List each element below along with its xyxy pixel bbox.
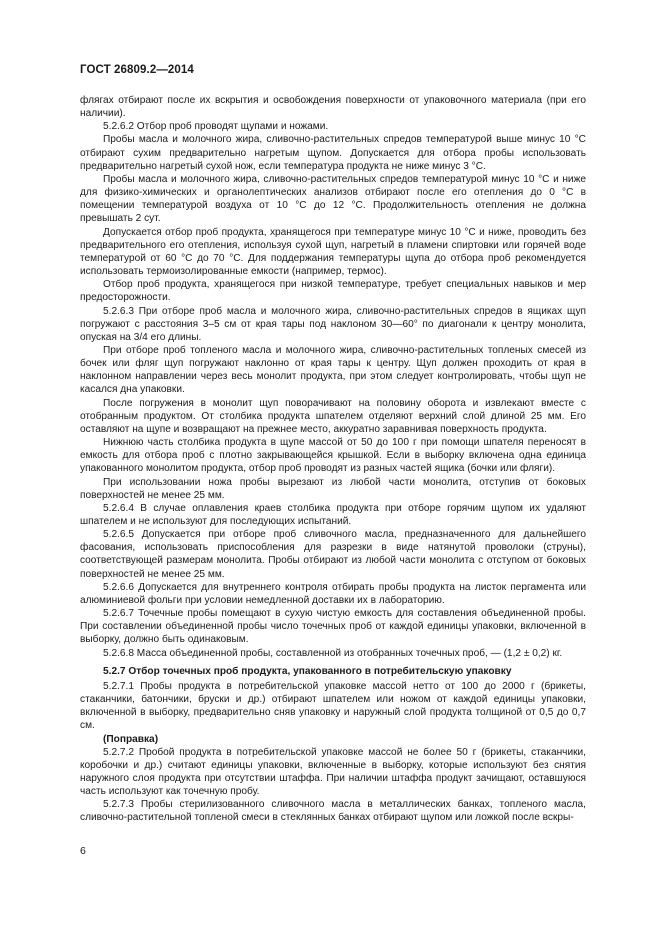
paragraph: После погружения в монолит щуп поворачивают на половину оборота и извлекают вместе с отобранным продуктом. От столбика продукта шпателем отделяют верхний слой длиной 25 мм. Его оставляют на щупе и возвращают на прежнее место, аккуратно заравнивая поверхность продукта. <box>80 397 586 435</box>
section-heading: 5.2.7 Отбор точечных проб продукта, упакованного в потребительскую упаковку <box>103 665 512 677</box>
paragraph: 5.2.6.5 Допускается при отборе проб сливочного масла, предназначенного для дальнейшего фасования, использовать приспособления для разрезки в виде натянутой проволоки (струны), соответствующей размерам монолита. Пробы отбирают из любой части монолита с отступом от боковых поверхностей не менее 25 мм. <box>80 529 586 580</box>
amendment-note: (Поправка) <box>103 733 159 745</box>
document-body <box>80 94 586 825</box>
document-header: ГОСТ 26809.2—2014 <box>80 64 194 76</box>
paragraph: Отбор проб продукта, хранящегося при низкой температуре, требует специальных навыков и мер предосторожности. <box>80 279 586 304</box>
paragraph: 5.2.6.2 Отбор проб проводят щупами и ножами. <box>103 121 329 133</box>
paragraph: 5.2.6.7 Точечные пробы помещают в сухую чистую емкость для составления объединенной пробы. При составлении объединенной пробы число точечных проб от каждой единицы упаковки, включенной в выборку, должно быть одинаковым. <box>80 608 586 646</box>
paragraph: 5.2.7.2 Пробой продукта в потребительской упаковке массой не более 50 г (брикеты, стаканчики, коробочки и др.) считают единицы упаковки, включенные в выборку, которые используют без снятия наружного слоя продукта при отсутствии штаффа. При наличии штаффа продукт зачищают, оставшуюся часть используют как точечную пробу. <box>80 746 586 798</box>
page-number: 6 <box>80 845 86 857</box>
paragraph: Пробы масла и молочного жира, сливочно-растительных спредов температурой выше минус 10 °С отбирают сухим предварительно нагретым щупом. Допускается для отбора пробы использовать предварительно нагретый сухой нож, если температура продукта не ниже минус 3 °С. <box>80 134 586 172</box>
paragraph: Допускается отбор проб продукта, хранящегося при температуре минус 10 °С и ниже, проводить без предварительного его отепления, используя сухой щуп, нагретый в пламени спиртовки или горячей воде температурой от 60 °С до 70 °С. Для поддержания температуры щупа до отбора проб рекомендуется использовать термоизолированные емкости (например, термос). <box>80 226 586 278</box>
paragraph: При отборе проб топленого масла и молочного жира, сливочно-растительных топленых смесей из бочек или фляг щуп погружают наклонно от края тары к центру. Щуп должен проходить от края в наклонном направлении через весь монолит продукта, при этом следует контролировать, чтобы щуп не касался дна упаковки. <box>80 344 586 396</box>
paragraph: 5.2.6.6 Допускается для внутреннего контроля отбирать пробы продукта на листок пергамента или алюминиевой фольги при условии немедленной доставки их в лабораторию. <box>80 581 586 606</box>
paragraph: Нижнюю часть столбика продукта в щупе массой от 50 до 100 г при помощи шпателя переносят в емкость для отбора проб с плотно закрывающейся крышкой. Если в выборку включена одна единица упакованного монолитом продукта, отбор проб проводят из разных частей ящика (бочки или фляги). <box>80 437 586 475</box>
paragraph: При использовании ножа пробы вырезают из любой части монолита, отступив от боковых поверхностей не менее 25 мм. <box>80 476 586 501</box>
paragraph: флягах отбирают после их вскрытия и освобождения поверхности от упаковочного материала (при его наличии). <box>80 95 586 120</box>
paragraph: 5.2.7.3 Пробы стерилизованного сливочного масла в металлических банках, топленого масла, сливочно-растительной топленой смеси в стеклянных банках отбирают щупом или ложкой после вскры- <box>80 799 586 824</box>
paragraph: 5.2.6.3 При отборе проб масла и молочного жира, сливочно-растительных спредов в ящиках щуп погружают с расстояния 3–5 см от края тары под наклоном 30—60° по диагонали к центру монолита, опуская на 3/4 его длины. <box>80 305 586 343</box>
paragraph: 5.2.7.1 Пробы продукта в потребительской упаковке массой нетто от 100 до 2000 г (брикеты, стаканчики, батончики, бруски и др.) отбирают шпателем или ножом от каждой единицы упаковки, включенной в выборку, предварительно сняв упаковку и наружный слой продукта толщиной от 0,5 до 0,7 см. <box>80 680 586 732</box>
paragraph: 5.2.6.8 Масса объединенной пробы, составленной из отобранных точечных проб, — (1,2 ± 0,2) кг. <box>103 647 563 659</box>
paragraph: Пробы масла и молочного жира, сливочно-растительных спредов температурой минус 10 °С и ниже для физико-химических и органолептических анализов отбирают после его отепления до 0 °С в помещении температурой воздуха от 10 °С до 12 °С. Продолжительность отепления не должна превышать 2 сут. <box>80 173 586 225</box>
paragraph: 5.2.6.4 В случае оплавления краев столбика продукта при отборе горячим щупом их удаляют шпателем и не используют для последующих испытаний. <box>80 502 586 527</box>
